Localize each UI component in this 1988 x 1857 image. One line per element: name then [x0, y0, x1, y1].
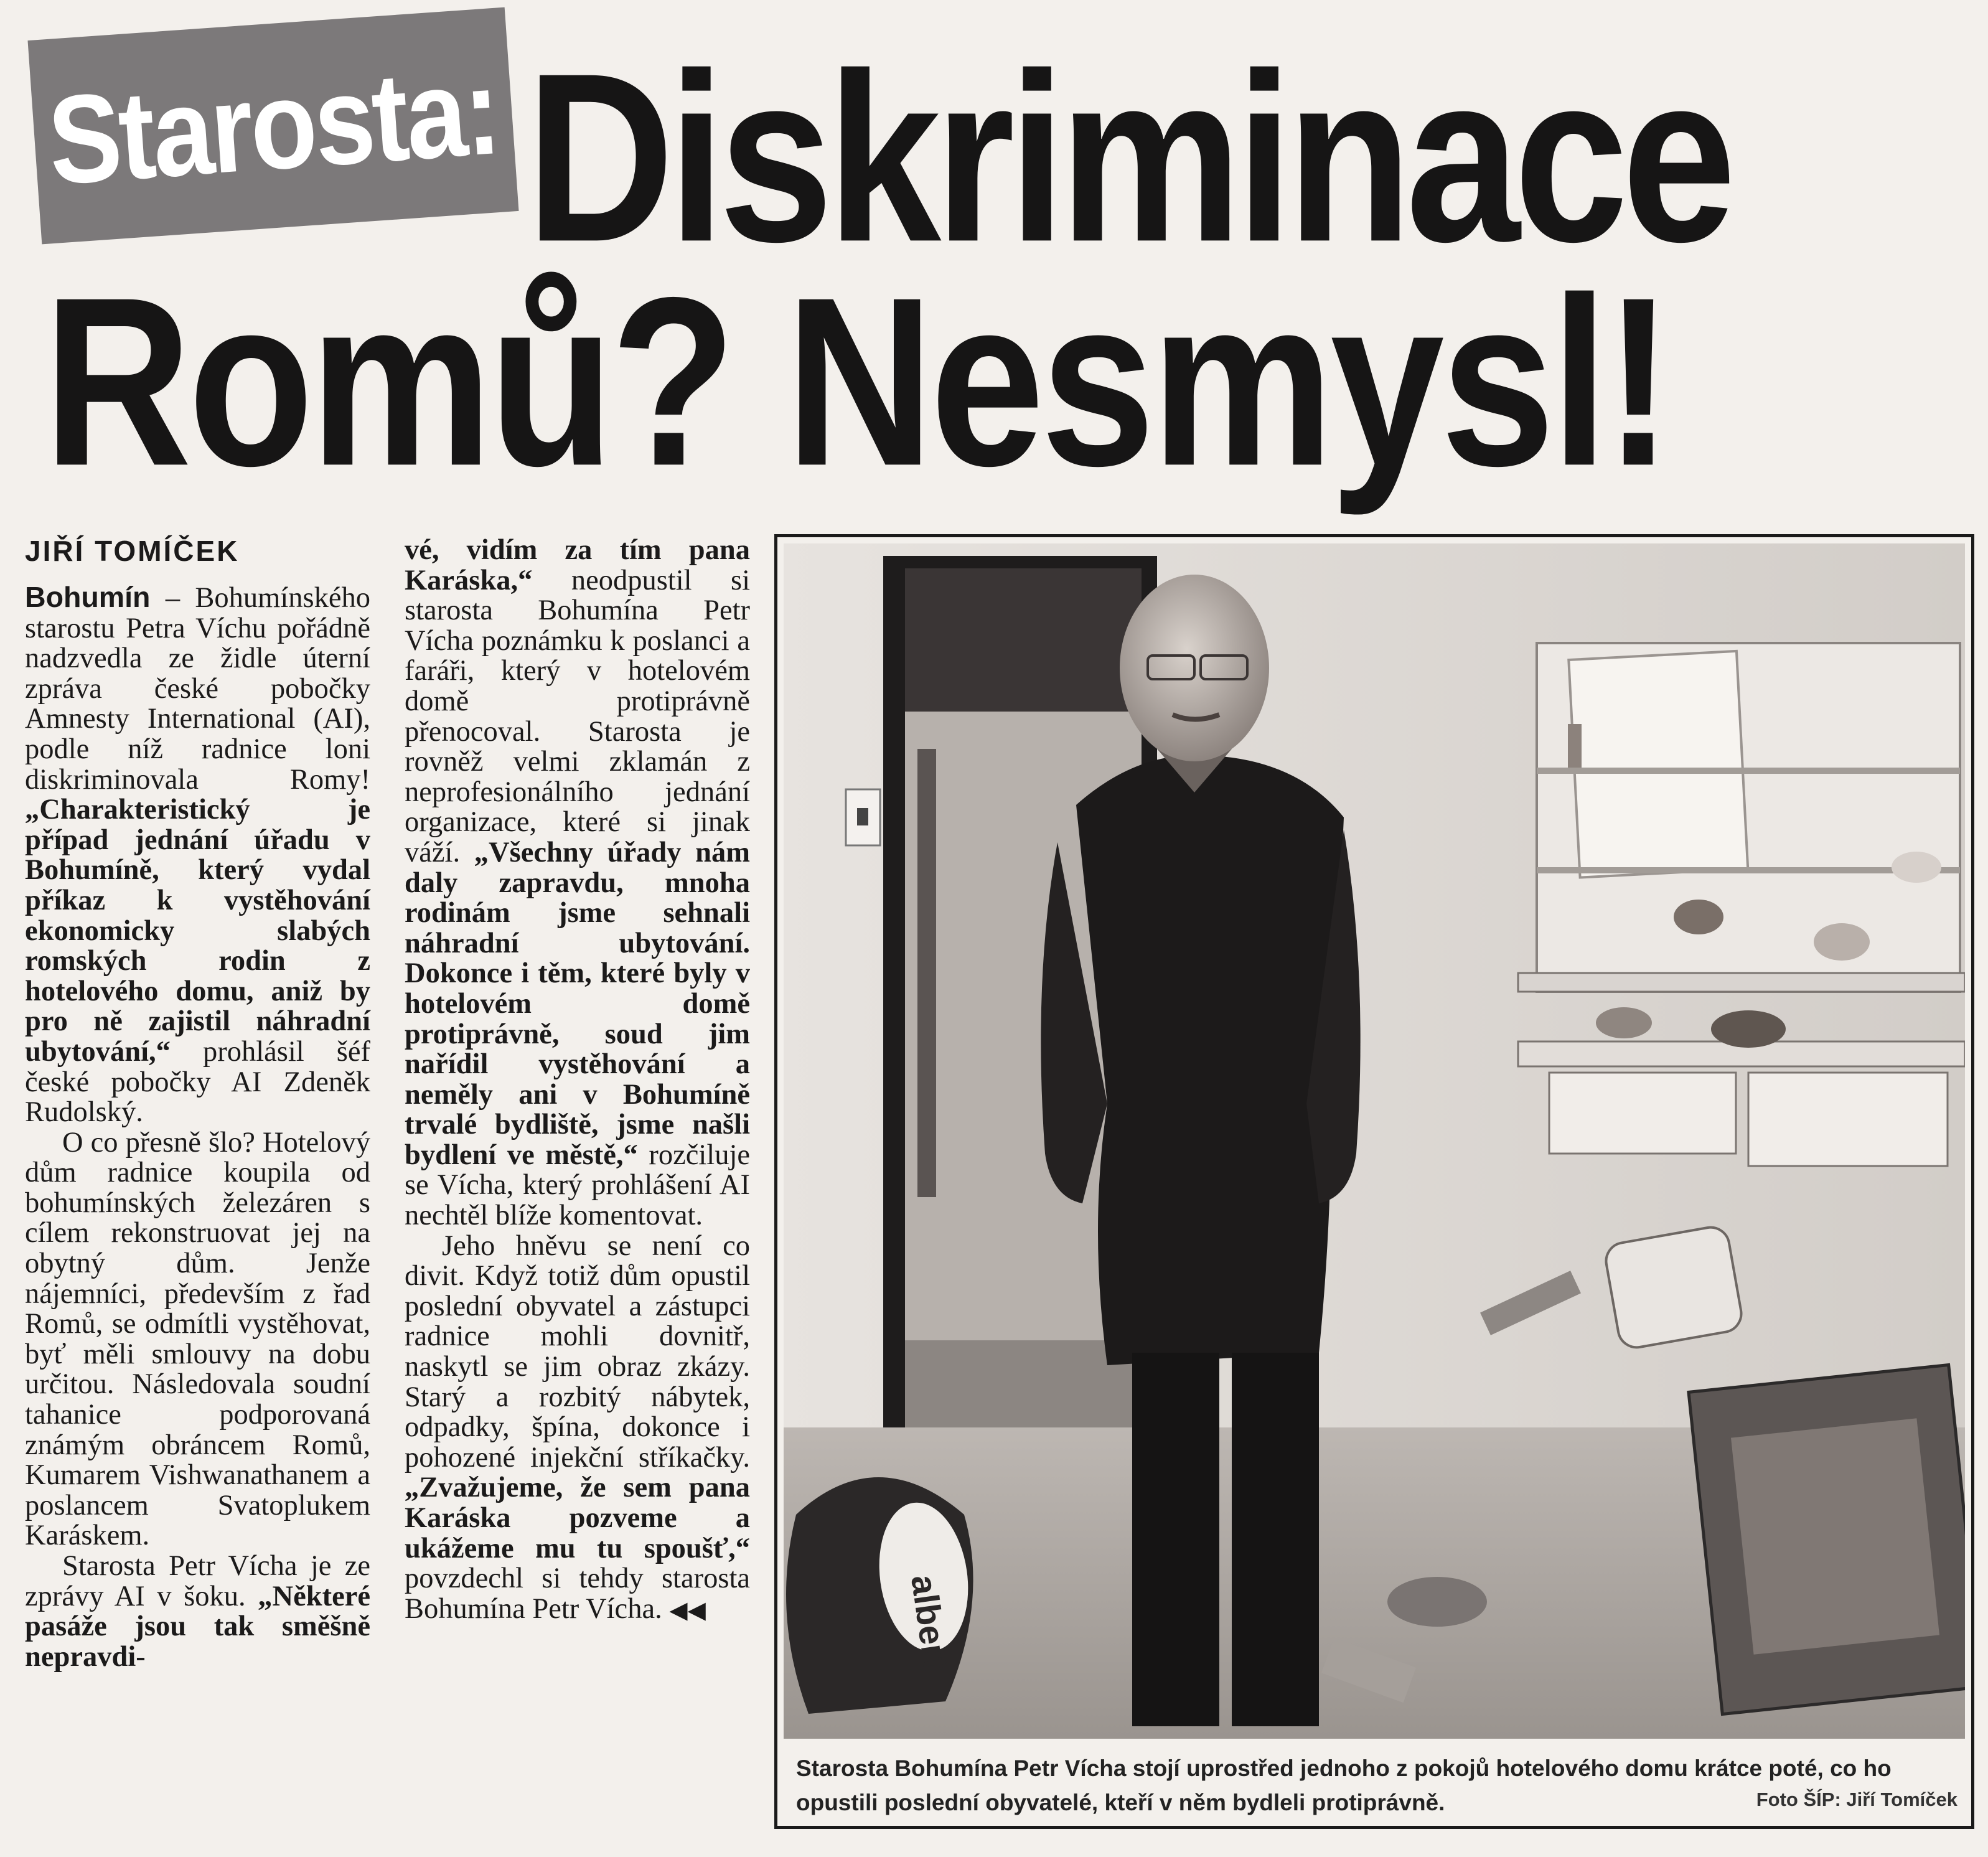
quote: „Zvažujeme, že sem pana Karáska pozveme a ukážeme mu tu spoušť,“: [405, 1472, 750, 1564]
paragraph-text: rozčiluje se Vícha, který prohlášení AI nechtěl blíže komentovat.: [405, 1139, 751, 1232]
article-column-2: [405, 535, 750, 1625]
kicker-box: [27, 7, 518, 245]
paragraph-text: Starosta Petr Vícha je ze zprávy AI v šoku.: [25, 1550, 370, 1612]
paragraph-text: povzdechl si tehdy starosta Bohumína Petr Vícha.: [405, 1563, 750, 1625]
paragraph: [25, 1551, 370, 1672]
quote: „Charakteristický je případ jednání úřadu v Bohumíně, který vydal příkaz k vystěhování ekonomicky slabých romských rodin z hotelového domu, aniž by pro ně zajistil náhradní ubytování,“: [25, 794, 370, 1068]
photo-credit: Foto ŠÍP: Jiří Tomíček: [1756, 1789, 1958, 1810]
quote: „Všechny úřady nám daly zapravdu, mnoha rodinám jsme sehnali náhradní ubytování. Dokonce i těm, které byly v hotelovém domě protiprávně, soud jim nařídil vystěhování a neměly ani v Bohumíně trvalé bydliště, jsme našli bydlení ve městě,“: [405, 836, 751, 1171]
byline: JIŘÍ TOMÍČEK: [25, 535, 240, 567]
paragraph: [25, 582, 370, 1128]
trash-bag: [786, 1477, 977, 1714]
dateline: Bohumín: [25, 581, 151, 613]
paragraph-text: neodpustil si starosta Bohumína Petr Vícha poznámku k poslanci a faráři, který v hotelovém domě protiprávně přenocoval. Starosta je rovněž velmi zklamán z neprofesionálního jednání organizace, které si jinak váží.: [405, 564, 750, 868]
kicker-text: Starosta:: [44, 40, 503, 212]
paragraph: [405, 535, 750, 1231]
photo: [784, 543, 1965, 1739]
headline-line1: Diskriminace: [526, 22, 1730, 292]
end-mark-icon: ◀◀: [669, 1596, 706, 1624]
paragraph: [405, 1231, 750, 1625]
quote: „Některé pasáže jsou tak směšně nepravdi-: [25, 1580, 371, 1673]
photo-frame: [774, 534, 1974, 1829]
switch-toggle: [857, 808, 868, 825]
paragraph: O co přesně šlo? Hotelový dům radnice koupila od bohumínských železáren s cílem rekonstruovat jej na obytný dům. Jenže nájemníci, především z řad Romů, se odmítli vystěhovat, byť měli smlouvy na dobu určitou. Následovala soudní tahanice podporovaná známým obráncem Romů, Kumarem Vishwanathanem a poslancem Svatoplukem Karáskem.: [25, 1126, 370, 1552]
photo-illustration: [784, 543, 1965, 1739]
paragraph-text: Jeho hněvu se není co divit. Když totiž dům opustil poslední obyvatel a zástupci radnice mohli dovnitř, naskytl se jim obraz zkázy. Starý a rozbitý nábytek, odpadky, špína, dokonce i pohozené injekční stříkačky.: [405, 1229, 750, 1474]
photo-caption: Starosta Bohumína Petr Vícha stojí uprostřed jednoho z pokojů hotelového domu krátce poté, co ho opustili poslední obyvatelé, kteří v něm bydleli protiprávně.: [796, 1756, 1892, 1815]
article-column-1: [25, 582, 370, 1672]
quote: vé, vidím za tím pana Karáska,“: [405, 534, 750, 596]
headline-line2: Romů? Nesmysl!: [44, 247, 1669, 516]
paragraph-text: prohlásil šéf české pobočky AI Zdeněk Rudolský.: [25, 1035, 371, 1129]
bag-logo: albert: [904, 1572, 956, 1672]
paragraph-text: – Bohumínského starostu Petra Víchu pořádně nadzvedla ze židle úterní zpráva české pobočky Amnesty International (AI), podle níž radnice loni diskriminovala Romy!: [25, 582, 370, 796]
